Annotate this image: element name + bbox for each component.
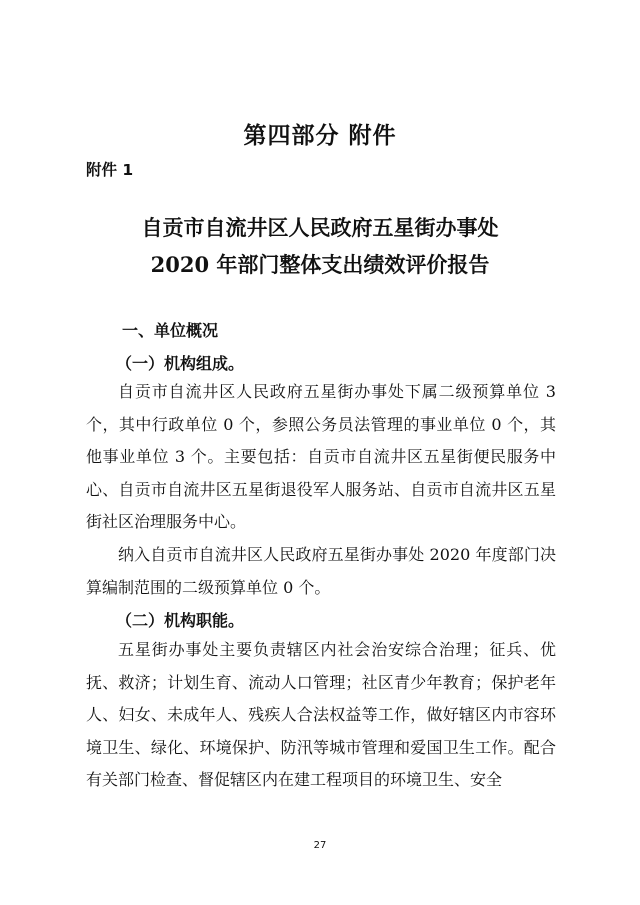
page-number: 27 xyxy=(313,840,327,851)
subsection-heading-functions: （二）机构职能。 xyxy=(116,611,245,630)
section-heading-unit-overview: 一、单位概况 xyxy=(122,321,219,340)
report-title-line1: 自贡市自流井区人民政府五星街办事处 xyxy=(141,215,499,240)
subsection-heading-organization: （一）机构组成。 xyxy=(116,354,245,373)
part-title: 第四部分 附件 xyxy=(243,122,397,149)
report-title-line2: 2020 年部门整体支出绩效评价报告 xyxy=(150,252,490,277)
paragraph-budget-units: 纳入自贡市自流井区人民政府五星街办事处 2020 年度部门决算编制范围的二级预算单位 0 个。 xyxy=(86,545,556,597)
paragraph-organization: 自贡市自流井区人民政府五星街办事处下属二级预算单位 3 个，其中行政单位 0 个，参照公务员法管理的事业单位 0 个，其他事业单位 3 个。主要包括：自贡市自流井区五星街便民服务中心、自贡市自流井区五星街退役军人服务站、自贡市自流井区五星街社区治理服务中心。 xyxy=(86,382,556,531)
paragraph-functions: 五星街办事处主要负责辖区内社会治安综合治理；征兵、优抚、救济；计划生育、流动人口管理；社区青少年教育；保护老年人、妇女、未成年人、残疾人合法权益等工作，做好辖区内市容环境卫生、绿化、环境保护、防汛等城市管理和爱国卫生工作。配合有关部门检查、督促辖区内在建工程项目的环境卫生、安全 xyxy=(86,640,556,789)
attachment-label: 附件 1 xyxy=(86,161,134,179)
